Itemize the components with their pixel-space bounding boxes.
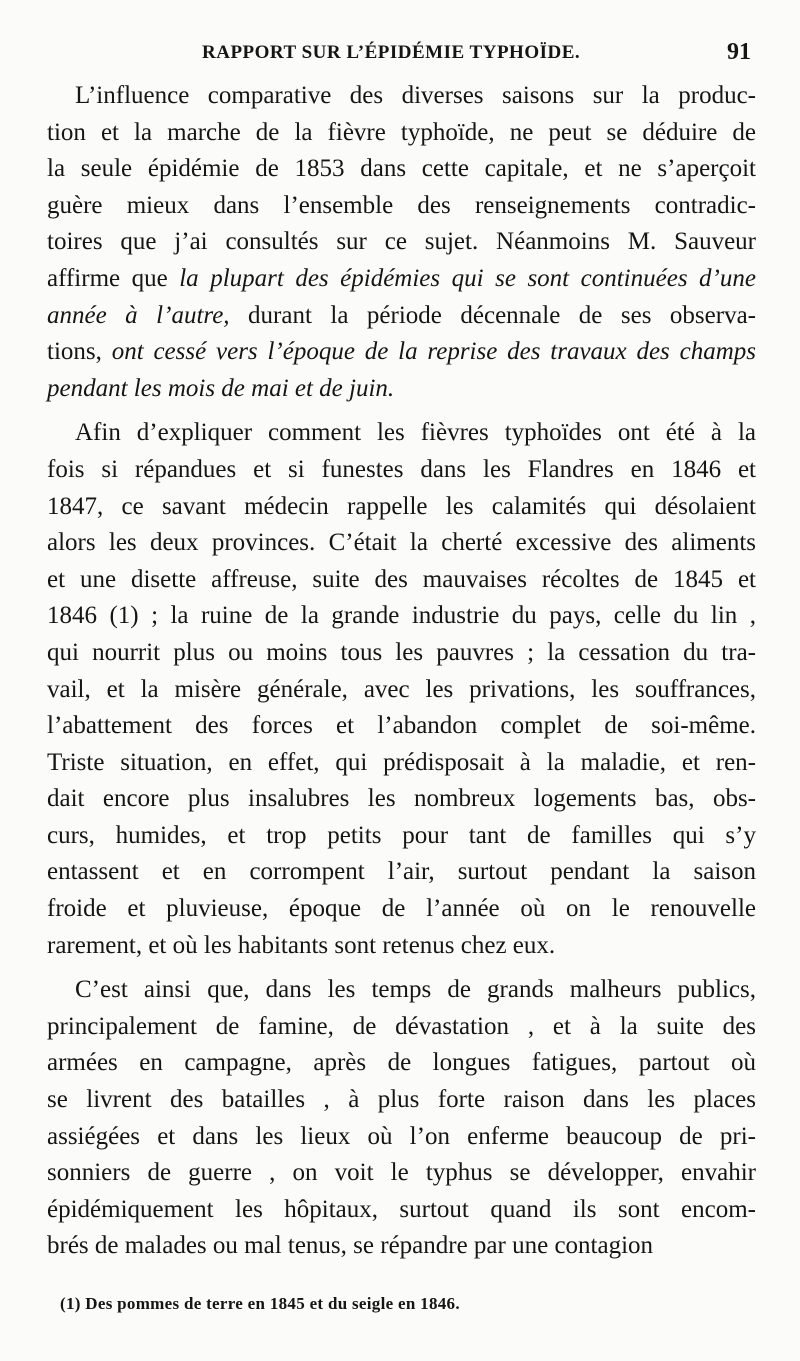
text-run: 1847, ce savant médecin rappelle les calamités qui désolaient — [47, 492, 756, 520]
text-run: se livrent des batailles , à plus forte raison dans les places — [47, 1086, 756, 1114]
text-line — [47, 854, 756, 891]
text-run: L’influence comparative des diverses saisons sur la produc- — [75, 82, 756, 109]
text-run: vail, et la misère générale, avec les privations, les souffrances, — [47, 675, 756, 703]
text-run: armées en campagne, après de longues fatigues, partout où — [47, 1049, 756, 1077]
text-line — [47, 928, 756, 965]
text-line — [47, 188, 756, 225]
text-line — [47, 489, 756, 526]
text-run: affirme que — [47, 264, 180, 292]
page-number: 91 — [727, 39, 751, 65]
text-run: Triste situation, en effet, qui prédisposait à la maladie, et ren- — [47, 748, 756, 776]
text-run: 1846 (1) ; la ruine de la grande industrie du pays, celle du lin , — [47, 602, 756, 630]
text-line — [47, 224, 756, 261]
text-line — [47, 1155, 756, 1192]
text-run: curs, humides, et trop petits pour tant de familles qui s’y — [47, 821, 756, 849]
text-line — [47, 708, 756, 745]
text-line — [47, 781, 756, 818]
italic-text-run: année à l’autre, — [47, 301, 230, 329]
text-line — [47, 1082, 756, 1119]
text-line — [47, 525, 756, 562]
text-run: guère mieux dans l’ensemble des renseignements contradic- — [47, 191, 756, 219]
text-run: toires que j’ai consultés sur ce sujet. Néanmoins M. Sauveur — [47, 228, 756, 256]
text-line — [47, 452, 756, 489]
text-run: la seule épidémie de 1853 dans cette capitale, et ne s’aperçoit — [47, 155, 756, 183]
text-run: assiégées et dans les lieux où l’on enferme beaucoup de pri- — [47, 1122, 756, 1150]
text-line — [47, 745, 756, 782]
text-line — [47, 818, 756, 855]
text-line — [47, 1045, 756, 1082]
running-head — [0, 38, 760, 72]
text-line — [47, 1228, 756, 1265]
text-line — [47, 415, 756, 452]
text-run: entassent et en corrompent l’air, surtout pendant la saison — [47, 858, 756, 886]
paragraph-gap — [47, 407, 756, 415]
text-line — [47, 1009, 756, 1046]
text-run: épidémiquement les hôpitaux, surtout quand ils sont encom- — [47, 1195, 756, 1223]
text-line — [47, 635, 756, 672]
text-line — [47, 1192, 756, 1229]
text-run: tion et la marche de la fièvre typhoïde, ne peut se déduire de — [47, 118, 756, 146]
text-line — [47, 598, 756, 635]
text-run: principalement de famine, de dévastation , et à la suite des — [47, 1012, 756, 1040]
italic-text-run: la plupart des épidémies qui se sont continuées d’une — [179, 264, 756, 292]
paragraph-gap — [47, 964, 756, 972]
text-run: brés de malades ou mal tenus, se répandre par une contagion — [47, 1232, 654, 1260]
text-run: C’est ainsi que, dans les temps de grands malheurs publics, — [75, 976, 756, 1004]
text-run: sonniers de guerre , on voit le typhus se développer, envahir — [47, 1159, 756, 1187]
text-line — [47, 371, 756, 408]
body-text — [47, 78, 756, 1265]
text-run: dait encore plus insalubres les nombreux logements bas, obs- — [47, 785, 756, 813]
text-line — [47, 115, 756, 152]
text-line — [47, 891, 756, 928]
text-run: tions, — [47, 338, 112, 366]
text-line — [47, 298, 756, 335]
text-run: rarement, et où les habitants sont retenus chez eux. — [47, 931, 556, 959]
text-line — [47, 562, 756, 599]
text-line — [47, 334, 756, 371]
text-run: durant la période décennale de ses observa- — [229, 301, 756, 329]
text-run: alors les deux provinces. C’était la cherté excessive des aliments — [47, 529, 756, 557]
text-run: froide et pluvieuse, époque de l’année où on le renouvelle — [47, 895, 756, 923]
footnote: (1) Des pommes de terre en 1845 et du seigle en 1846. — [60, 1294, 460, 1313]
text-line — [47, 261, 756, 298]
running-head-title: RAPPORT SUR L’ÉPIDÉMIE TYPHOÏDE. — [202, 42, 581, 63]
italic-text-run: ont cessé vers l’époque de la reprise des travaux des champs — [111, 338, 756, 366]
text-run: qui nourrit plus ou moins tous les pauvres ; la cessation du tra- — [47, 638, 756, 666]
text-run: Afin d’expliquer comment les fièvres typhoïdes ont été à la — [75, 419, 756, 447]
text-run: et une disette affreuse, suite des mauvaises récoltes de 1845 et — [47, 565, 756, 593]
text-line — [47, 151, 756, 188]
text-run: fois si répandues et si funestes dans les Flandres en 1846 et — [47, 455, 756, 483]
text-run: l’abattement des forces et l’abandon complet de soi-même. — [47, 712, 756, 740]
text-line — [47, 78, 756, 115]
italic-text-run: pendant les mois de mai et de juin. — [47, 374, 395, 402]
text-line — [47, 972, 756, 1009]
text-line — [47, 1119, 756, 1156]
text-line — [47, 672, 756, 709]
